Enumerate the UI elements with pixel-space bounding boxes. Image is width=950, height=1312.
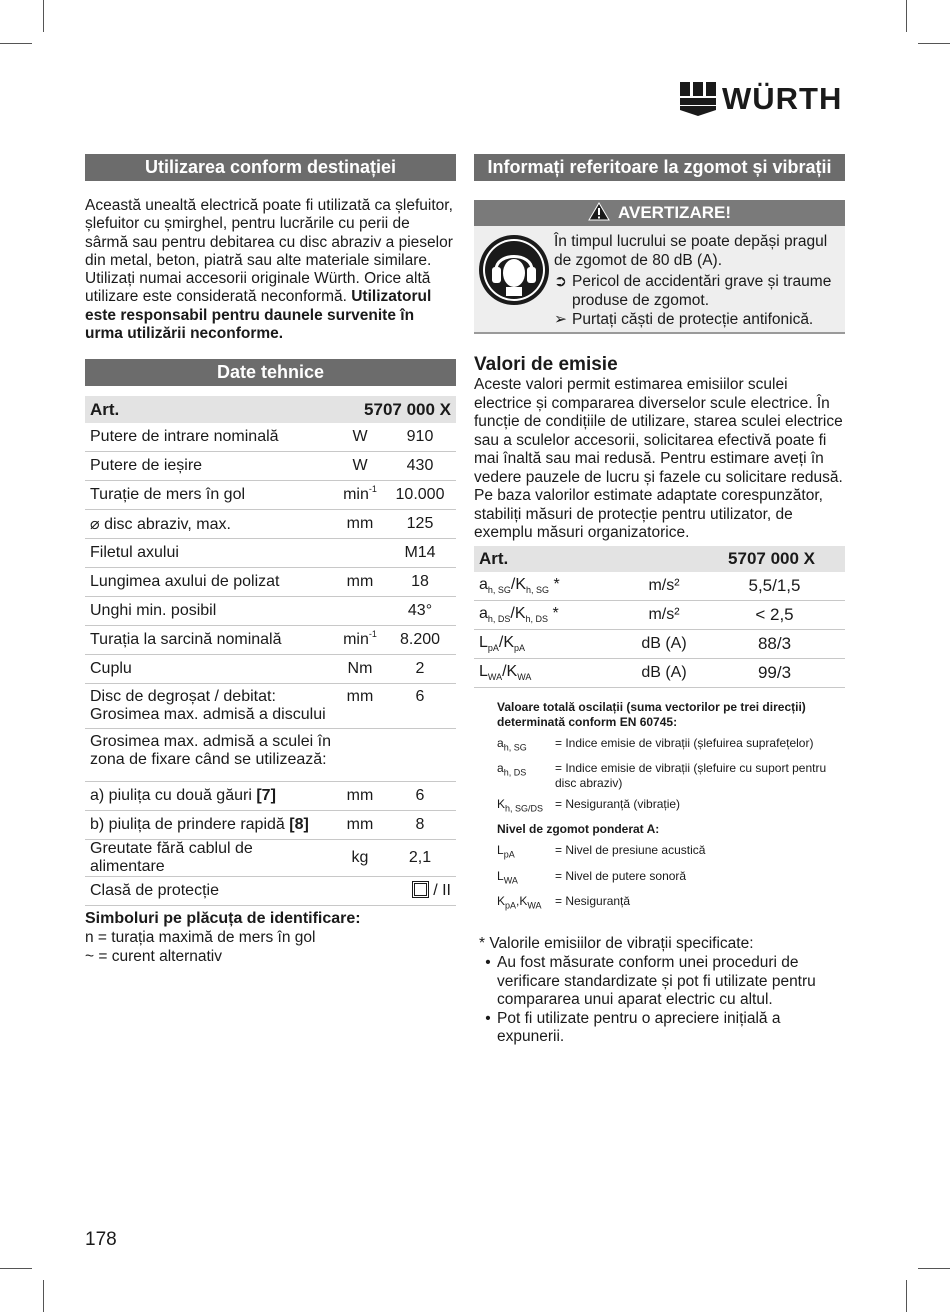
row-value-text: 10.000	[395, 486, 445, 504]
row-value	[384, 729, 456, 782]
row-label	[85, 684, 336, 729]
left-column	[85, 154, 456, 966]
note-sub: pA	[503, 849, 515, 860]
header-value: 5707 000 X	[336, 396, 456, 423]
table-row	[85, 481, 456, 510]
tech-data-table	[85, 396, 456, 906]
note-symbol	[497, 797, 555, 816]
table-row	[85, 568, 456, 597]
row-label-text: Filetul axului	[90, 544, 179, 562]
vibration-notes	[497, 736, 845, 817]
symbol-part: *	[549, 575, 560, 593]
row-value	[384, 684, 456, 729]
table-row	[474, 629, 845, 658]
table-row	[85, 684, 456, 729]
row-value-text: 43°	[407, 602, 433, 620]
row-unit-text: W	[352, 428, 368, 446]
row-value-text: 910	[406, 428, 434, 446]
protection-class-icon	[414, 883, 427, 896]
row-label-text: Putere de ieșire	[90, 457, 203, 475]
row-unit	[336, 423, 384, 452]
warning-box	[474, 200, 845, 334]
symbols-title: Simboluri pe plăcuța de identificare:	[85, 910, 361, 928]
note-symbol	[497, 894, 555, 913]
row-unit	[336, 877, 384, 906]
table-row	[85, 811, 456, 840]
row-unit	[336, 655, 384, 684]
right-column	[474, 154, 845, 1047]
row-label	[85, 782, 336, 811]
table-row	[85, 729, 456, 782]
crop-mark	[906, 1280, 907, 1312]
note-row	[497, 843, 845, 862]
note-row	[497, 736, 845, 755]
note-symbol	[497, 761, 555, 791]
usage-bold-text: Utilizatorul este responsabil pentru daunele survenite în urma utilizării neconforme.	[85, 288, 432, 343]
note-sub: WA	[527, 900, 542, 911]
row-value: < 2,5	[704, 600, 845, 629]
row-value: 99/3	[704, 658, 845, 687]
table-row	[85, 539, 456, 568]
row-label	[85, 877, 336, 906]
row-label	[85, 840, 336, 877]
warning-header	[474, 200, 845, 226]
note-sym: L	[497, 868, 504, 883]
row-value-text: 8	[415, 816, 425, 834]
row-unit-text: min	[343, 631, 369, 649]
row-value	[384, 481, 456, 510]
note-text: = Indice emisie de vibrații (șlefuire cu suport pentru disc abraziv)	[555, 760, 827, 790]
warning-action: Purtați căști de protecție antifonică.	[572, 311, 814, 328]
row-label	[85, 423, 336, 452]
symbol-part: WA	[487, 672, 503, 683]
note-text: = Nivel de putere sonoră	[555, 868, 687, 883]
symbol-part: a	[479, 604, 488, 622]
row-value	[384, 597, 456, 626]
brand-name: WÜRTH	[722, 81, 843, 116]
row-unit	[336, 481, 384, 510]
symbol-part: pA	[487, 643, 499, 654]
note-sub: h, SG	[503, 741, 527, 752]
table-row	[85, 782, 456, 811]
table-row	[85, 655, 456, 684]
row-value	[384, 655, 456, 684]
row-symbol	[474, 629, 624, 658]
table-header-row	[474, 546, 845, 572]
row-label	[85, 510, 336, 539]
noise-notes	[497, 843, 845, 913]
noise-notes-title: Nivel de zgomot ponderat A:	[497, 822, 660, 837]
warning-action-line	[554, 310, 842, 329]
row-label	[85, 539, 336, 568]
row-unit	[336, 782, 384, 811]
emission-notes	[474, 700, 845, 914]
row-value-text: 125	[406, 515, 434, 533]
note-text: = Indice emisie de vibrații (șlefuirea suprafețelor)	[555, 735, 814, 750]
note-sub: WA	[503, 875, 518, 886]
row-value: 5,5/1,5	[704, 572, 845, 601]
row-unit-sup: -1	[368, 484, 377, 495]
usage-heading: Utilizarea conform destinației	[85, 154, 456, 181]
row-unit-text: Nm	[347, 660, 373, 678]
symbol-part: h, SG	[487, 585, 511, 596]
note-row	[497, 797, 845, 816]
crop-mark	[43, 1280, 44, 1312]
symbol-part: /K	[502, 662, 518, 680]
wurth-logo	[680, 80, 848, 118]
header-label: Art.	[85, 396, 336, 423]
row-unit-text: mm	[346, 787, 374, 805]
crop-mark	[918, 1268, 950, 1269]
symbol-part: /K	[498, 633, 515, 651]
row-label	[85, 452, 336, 481]
note-sym: K	[497, 894, 506, 909]
symbol-part: h, DS	[487, 614, 511, 625]
row-unit	[336, 840, 384, 877]
table-row	[474, 658, 845, 687]
row-value-text: 8.200	[399, 631, 441, 649]
table-row	[85, 840, 456, 877]
note-sub: h, SG/DS	[505, 803, 544, 814]
row-value	[384, 452, 456, 481]
table-row	[85, 423, 456, 452]
row-value	[384, 782, 456, 811]
row-label-text: Disc de degroșat / debitat: Grosimea max. admisă a discului	[90, 688, 326, 724]
symbol-part: h, SG	[526, 585, 550, 596]
footnote-item: • Pot fi utilizate pentru o apreciere inițială a expunerii.	[485, 1009, 781, 1046]
row-label-ref: [7]	[256, 787, 276, 805]
row-value	[384, 568, 456, 597]
row-label	[85, 729, 336, 782]
row-label-text: Grosimea max. admisă a sculei în zona de fixare când se utilizează:	[90, 733, 331, 769]
symbol-part: WA	[517, 672, 532, 683]
note-sym: a	[497, 760, 504, 775]
row-unit	[336, 452, 384, 481]
symbol-part: L	[479, 662, 488, 680]
note-sym: K	[497, 796, 506, 811]
table-row	[474, 572, 845, 601]
usage-text: Această unealtă electrică poate fi utilizată ca șlefuitor, șlefuitor cu șmirghel, pentru lucrările cu perii de sârmă sau pentru debitarea cu disc abraziv a pieselor din metal, beton, piatră sau alte materiale similare. Utilizați numai accesorii originale Würth. Orice altă utilizare este considerată neconformă.	[85, 197, 453, 306]
note-row	[497, 869, 845, 888]
note-text: = Nivel de presiune acustică	[555, 843, 706, 858]
row-value-text: 430	[406, 457, 434, 475]
note-symbol	[497, 843, 555, 862]
warning-danger: Pericol de accidentări grave și traume produse de zgomot.	[572, 273, 832, 309]
row-value	[384, 877, 456, 906]
table-row	[85, 597, 456, 626]
row-value	[384, 539, 456, 568]
row-label	[85, 811, 336, 840]
warning-danger-line	[554, 272, 842, 310]
note-row	[497, 894, 845, 913]
row-symbol	[474, 600, 624, 629]
row-unit: dB (A)	[624, 658, 704, 687]
noise-heading: Informați referitoare la zgomot și vibrații	[474, 154, 845, 181]
row-label-text: Lungimea axului de polizat	[90, 573, 280, 591]
crop-mark	[918, 43, 950, 44]
warning-body	[474, 226, 845, 332]
arrow-right-icon: ➲	[554, 273, 567, 290]
table-row	[85, 510, 456, 539]
row-unit	[336, 626, 384, 655]
row-unit	[336, 811, 384, 840]
row-unit	[336, 729, 384, 782]
row-unit	[336, 684, 384, 729]
row-value-text: 2,1	[408, 849, 432, 867]
wurth-logo-mark-icon	[680, 80, 716, 118]
crop-mark	[906, 0, 907, 32]
notes-title: Valoare totală oscilații (suma vectorilor pe trei direcții) determinată conform EN 60745:	[497, 699, 806, 729]
footnote-title: * Valorile emisiilor de vibrații specificate:	[479, 935, 754, 953]
row-value	[384, 811, 456, 840]
crop-mark	[0, 43, 32, 44]
note-sym: a	[497, 735, 504, 750]
warning-label: AVERTIZARE!	[617, 203, 731, 222]
ear-protection-icon	[478, 234, 550, 306]
symbol-part: *	[548, 604, 559, 622]
table-row	[85, 452, 456, 481]
emission-text: Aceste valori permit estimarea emisiilor sculei electrice și compararea diverselor scule electrice. În funcție de condițiile de utilizare, starea sculei electrice sau a sculelor accesorii, solicitarea efectivă poate fi mai înaltă sau mai redusă. Pentru estimare aveți în vedere pauzele de lucru și fazele cu solicitare redusă. Pe baza valorilor estimate adaptate corespunzător, stabiliți măsuri de protecție pentru utilizator, de exemplu măsuri organizatorice.	[474, 376, 843, 541]
row-value-text: 2	[415, 660, 425, 678]
symbol-part: /K	[510, 575, 527, 593]
row-value-text: 18	[411, 573, 429, 591]
row-symbol	[474, 658, 624, 687]
warning-text: În timpul lucrului se poate depăși pragul de zgomot de 80 dB (A).	[554, 233, 828, 269]
warning-text-block	[554, 232, 842, 329]
row-unit: m/s²	[624, 600, 704, 629]
row-unit: m/s²	[624, 572, 704, 601]
row-label-text: Clasă de protecție	[90, 882, 219, 900]
row-unit	[336, 568, 384, 597]
row-label-text: Greutate fără cablul de alimentare	[90, 840, 253, 876]
row-label	[85, 597, 336, 626]
header-value: 5707 000 X	[624, 546, 845, 572]
note-sym: L	[497, 843, 504, 858]
row-label-ref: [8]	[289, 816, 309, 834]
row-unit-sup: -1	[368, 629, 377, 640]
row-value-text: 6	[415, 688, 425, 706]
row-unit	[336, 539, 384, 568]
row-label-text: a) piulița cu două găuri	[90, 787, 252, 805]
usage-paragraph	[85, 197, 456, 343]
footnote-item: • Au fost măsurate conform unei proceduri de verificare standardizate și pot fi utilizate pentru compararea unui aparat electric cu altul.	[485, 954, 816, 1009]
row-value: 88/3	[704, 629, 845, 658]
row-unit-text: mm	[346, 515, 374, 533]
row-value	[384, 423, 456, 452]
row-unit-text: kg	[351, 849, 369, 867]
row-label-text: Unghi min. posibil	[90, 602, 217, 620]
row-label	[85, 655, 336, 684]
row-unit-text: mm	[346, 573, 374, 591]
row-label-text: Cuplu	[90, 660, 132, 678]
chevron-right-icon: ➢	[554, 311, 567, 328]
note-sym: ,K	[516, 894, 528, 909]
row-unit	[336, 597, 384, 626]
header-label: Art.	[474, 546, 624, 572]
row-value-text: M14	[404, 544, 436, 562]
table-row	[474, 600, 845, 629]
row-unit-text: W	[352, 457, 368, 475]
note-sub: h, DS	[503, 767, 527, 778]
row-label	[85, 626, 336, 655]
row-symbol	[474, 572, 624, 601]
tech-heading: Date tehnice	[85, 359, 456, 386]
note-text: = Nesiguranță (vibrație)	[555, 796, 681, 811]
row-unit-text: mm	[346, 688, 374, 706]
emission-table	[474, 546, 845, 688]
footnote	[474, 935, 845, 1047]
row-label	[85, 568, 336, 597]
row-label-text: Turație de mers în gol	[90, 486, 246, 504]
symbol-part: h, DS	[525, 614, 549, 625]
row-value-text: / II	[433, 882, 451, 900]
emission-title: Valori de emisie	[474, 354, 618, 375]
table-row	[85, 626, 456, 655]
row-value	[384, 510, 456, 539]
row-label	[85, 481, 336, 510]
row-label-text: Putere de intrare nominală	[90, 428, 279, 446]
page-number: 178	[85, 1229, 117, 1250]
row-unit-text: mm	[346, 816, 374, 834]
row-unit	[336, 510, 384, 539]
row-value	[384, 840, 456, 877]
row-unit: dB (A)	[624, 629, 704, 658]
table-row	[85, 877, 456, 906]
note-row	[497, 761, 845, 791]
row-label-text: Turația la sarcină nominală	[90, 631, 282, 649]
symbol-line: ~ = curent alternativ	[85, 948, 222, 966]
row-value-text: 6	[415, 787, 425, 805]
symbol-line: n = turația maximă de mers în gol	[85, 929, 316, 947]
row-value	[384, 626, 456, 655]
crop-mark	[43, 0, 44, 32]
row-unit-text: min	[343, 486, 369, 504]
crop-mark	[0, 1268, 32, 1269]
note-symbol	[497, 869, 555, 888]
symbol-part: L	[479, 633, 488, 651]
note-symbol	[497, 736, 555, 755]
warning-triangle-icon	[588, 202, 610, 221]
note-sub: pA	[505, 900, 517, 911]
note-text: = Nesiguranță	[555, 894, 631, 909]
table-header-row	[85, 396, 456, 423]
row-label-text: b) piulița de prindere rapidă	[90, 816, 285, 834]
row-label-text: ⌀ disc abraziv, max.	[90, 516, 231, 534]
symbol-part: a	[479, 575, 488, 593]
symbol-part: /K	[510, 604, 526, 622]
symbol-part: pA	[514, 643, 526, 654]
